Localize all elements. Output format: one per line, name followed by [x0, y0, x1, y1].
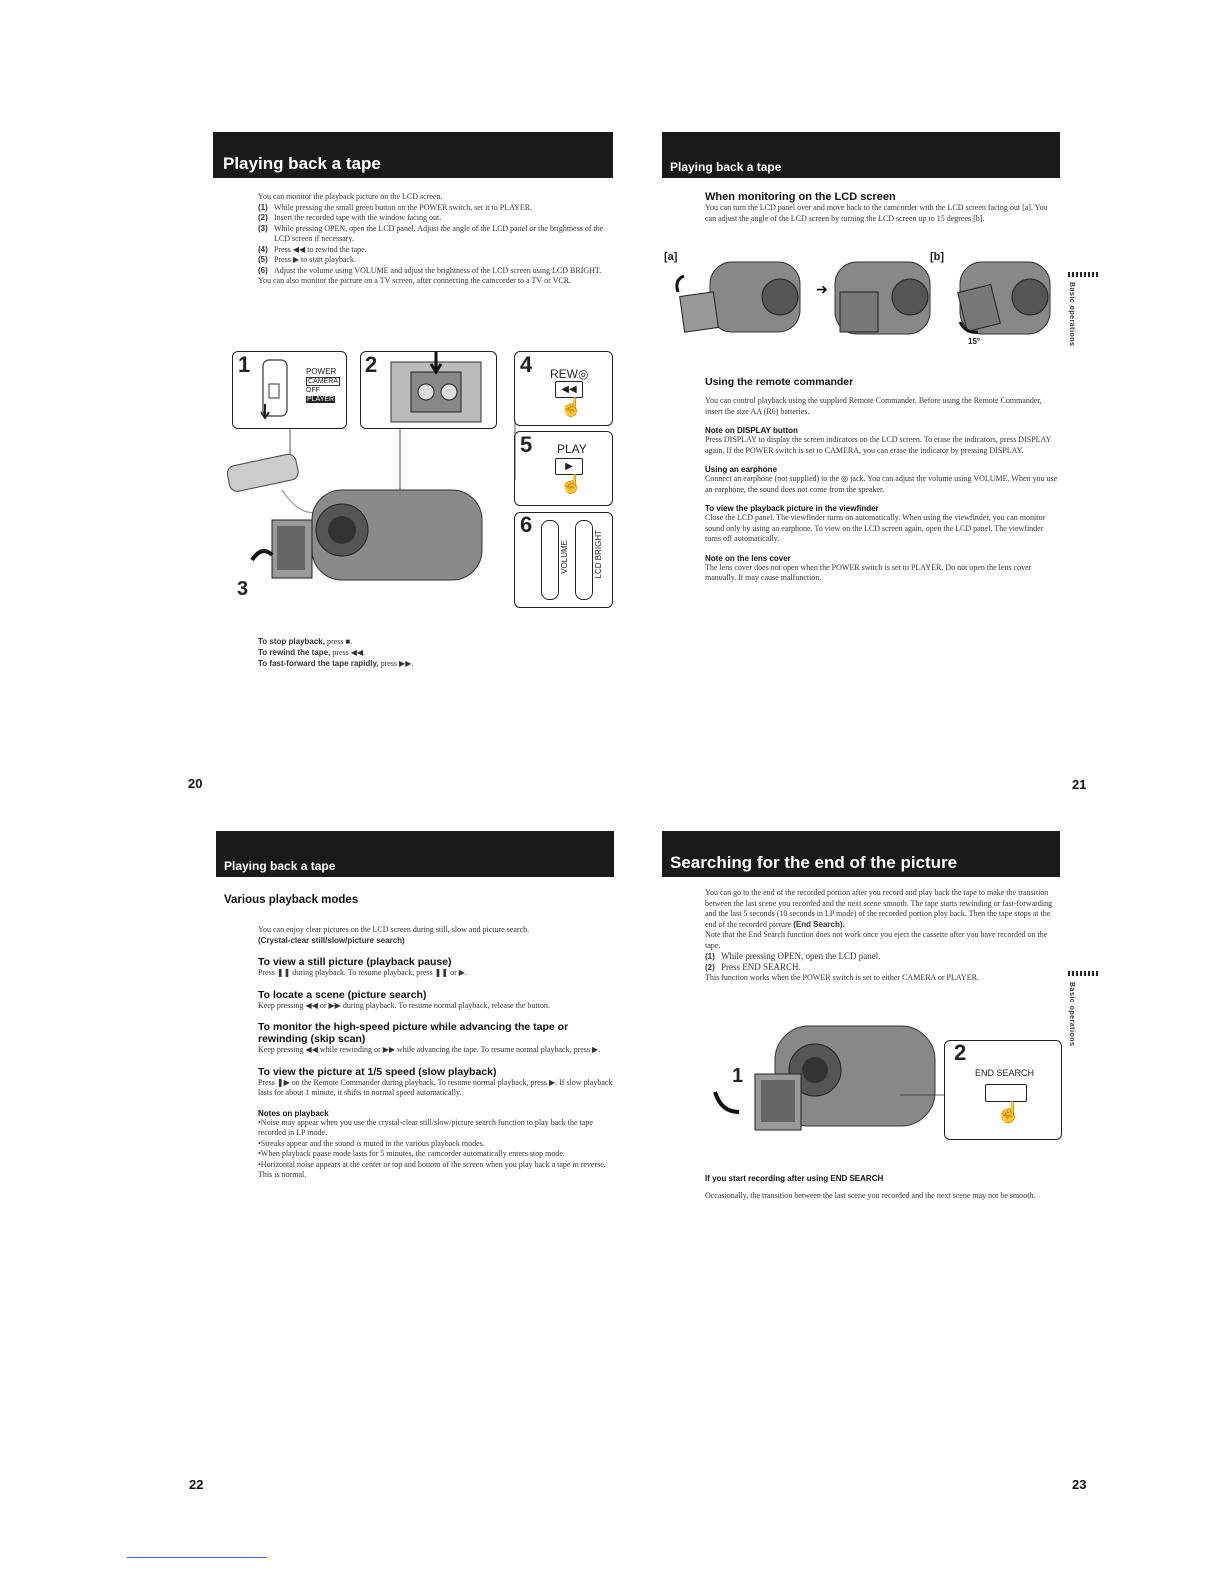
- page22-note-item: •Streaks appear and the sound is muted in the various playback modes.: [258, 1138, 485, 1148]
- note-heading: Using an earphone: [705, 465, 778, 474]
- note-text: Press DISPLAY to display the screen indicators on the LCD screen. To erase the indicators, press DISPLAY again. If the POWER switch is set to CAMERA, you can erase the indicator by pressing DISPLAY.: [705, 435, 1052, 455]
- page20-step: [258, 213, 613, 224]
- page22-header-title: Playing back a tape: [224, 859, 336, 873]
- page22-note-item: •Horizontal noise appears at the center or top and bottom of the screen when you play back a tape in reverse. This is normal.: [258, 1159, 606, 1179]
- page23-number: 23: [1072, 1477, 1087, 1492]
- step5-number: 5: [520, 432, 533, 457]
- page23-step1-number: 1: [732, 1065, 744, 1087]
- page21-note: [705, 426, 1060, 456]
- camcorder-illustration: [222, 450, 522, 600]
- step-text: While pressing the small green button on the POWER switch, set it to PLAYER.: [274, 202, 533, 212]
- step2-box: [360, 351, 497, 429]
- page23-side-tab: Basic operations: [1068, 982, 1075, 1047]
- page21-notes: [705, 426, 1060, 584]
- footer-bold: To stop playback,: [258, 637, 325, 646]
- page21-top-text: [705, 191, 1060, 224]
- page23-step: [705, 962, 1062, 973]
- page23-paragraph2: Note that the End Search function does not work once you eject the cassette after you have recorded on the tape.: [705, 930, 1048, 950]
- step-text: Press ▶ to start playback.: [274, 255, 356, 264]
- section-text: Keep pressing ◀◀ or ▶▶ during playback. To resume normal playback, release the button.: [258, 1000, 550, 1010]
- footer-text: press ■.: [324, 637, 353, 646]
- step-text: While pressing OPEN, open the LCD panel.: [721, 951, 881, 961]
- camera-label: CAMERA: [308, 378, 338, 385]
- page22-intro: [258, 925, 615, 946]
- page20-step: [258, 224, 613, 245]
- page23-step: [705, 951, 1062, 962]
- step6-number: 6: [520, 512, 533, 537]
- page20-footer-line: [258, 636, 613, 647]
- step-number: (5): [258, 255, 268, 264]
- page21-heading-remote: Using the remote commander: [705, 376, 854, 388]
- page20-footer-line: [258, 647, 613, 658]
- page22-heading-main: Various playback modes: [224, 894, 359, 906]
- section-heading: To view the picture at 1/5 speed (slow playback): [258, 1065, 497, 1078]
- page22-note-item: •Noise may appear when you use the crystal-clear still/slow/picture search function to play back the tape recorded in LP mode.: [258, 1117, 593, 1137]
- step3-number: 3: [237, 578, 249, 600]
- lcd-bright-label: LCD BRIGHT: [594, 530, 603, 579]
- page23-header-bar: [662, 831, 1060, 877]
- play-label: PLAY: [557, 442, 587, 456]
- bottom-rule: [127, 1557, 267, 1558]
- play-button-graphic: ▶: [555, 458, 583, 475]
- end-search-connector: [900, 1090, 950, 1100]
- page22-section: [258, 956, 615, 979]
- finger-press-icon-2: ☝: [560, 474, 583, 494]
- step-number: (3): [258, 223, 268, 233]
- page23-note-text: Occasionally, the transition between the last scene you recorded and the next scene may not be smooth.: [705, 1191, 1036, 1200]
- note-text: The lens cover does not open when the POWER switch is set to PLAYER. Do not open the lens cover manually. It may cause malfunction.: [705, 562, 1032, 582]
- finger-press-icon-3: ☝: [996, 1102, 1021, 1124]
- page23-paragraph1: [705, 888, 1062, 930]
- page22-sections: [258, 956, 615, 1099]
- end-search-label: END SEARCH: [975, 1068, 1035, 1078]
- page22-section: [258, 1021, 615, 1056]
- section-text: Press ❚▶ on the Remote Commander during playback. To resume normal playback, press ▶. If slow playback lasts for about 1 minute, it shifts to normal speed automatically.: [258, 1077, 613, 1097]
- footer-bold: To fast-forward the tape rapidly,: [258, 659, 379, 668]
- note-heading: Note on DISPLAY button: [705, 426, 798, 435]
- page23-p1-text: You can go to the end of the recorded portion after you record and play back the tape to make the transition between the last scene you recorded and the next scene smooth. The tape starts rewinding or fast-forwarding and the last 5 seconds (10 seconds in LP mode) of the recorded portion play back. Then the tape stops at the end of the recorded picture: [705, 888, 1053, 929]
- page20-header-bar: [213, 132, 613, 178]
- power-label: POWER: [306, 367, 337, 376]
- step-number: (4): [258, 244, 268, 254]
- step-number: (2): [258, 213, 268, 222]
- page21-remote-paragraph: You can control playback using the supplied Remote Commander. Before using the Remote Commander, insert the size AA (R6) batteries.: [705, 396, 1042, 416]
- page23-tab-stripe: [1068, 971, 1098, 976]
- page21-heading-lcd: When monitoring on the LCD screen: [705, 191, 896, 203]
- footer-text: press ◀◀.: [330, 648, 366, 657]
- step-text: While pressing OPEN, open the LCD panel. Adjust the angle of the LCD panel or the brightness of the LCD screen if necessary.: [274, 223, 604, 243]
- page20-step: [258, 255, 613, 266]
- page23-header-title: Searching for the end of the picture: [670, 853, 958, 872]
- step-text: Press ◀◀ to rewind the tape.: [274, 244, 367, 254]
- volume-rocker: [541, 520, 559, 600]
- page22-intro-text: You can enjoy clear pictures on the LCD screen during still, slow and picture search.: [258, 925, 530, 934]
- page22-section: [258, 989, 615, 1012]
- page20-header-title: Playing back a tape: [223, 154, 381, 173]
- player-label: PLAYER: [307, 396, 335, 403]
- page22-notes-heading: Notes on playback: [258, 1108, 329, 1118]
- page20-outro: You can also monitor the picture on a TV screen, after connecting the camcorder to a TV or VCR.: [258, 276, 572, 285]
- page21-side-tab: Basic operations: [1068, 282, 1075, 347]
- page21-number: 21: [1072, 777, 1087, 792]
- footer-bold: To rewind the tape,: [258, 648, 331, 657]
- fig-angle-label: 15°: [968, 337, 981, 346]
- page22-note-item: •When playback pause mode lasts for 5 minutes, the camcorder automatically enters stop mode.: [258, 1149, 565, 1158]
- step-text: Adjust the volume using VOLUME and adjust the brightness of the LCD screen using LCD BRIGHT.: [274, 265, 602, 275]
- step1-number: 1: [238, 352, 251, 377]
- page20-footer-notes: [258, 636, 613, 669]
- page21-tab-stripe: [1068, 272, 1098, 277]
- bright-rocker: [575, 520, 593, 600]
- page23-note-heading: If you start recording after using END SEARCH: [705, 1174, 884, 1183]
- page20-step: [258, 245, 613, 256]
- footer-text: press ▶▶.: [378, 659, 414, 668]
- page21-note: [705, 504, 1060, 545]
- page22-notes: [258, 1118, 615, 1181]
- page22-header-bar: [216, 831, 614, 877]
- step2-number: 2: [365, 352, 378, 377]
- page21-remote-section: [705, 376, 1060, 584]
- volume-label: VOLUME: [560, 540, 569, 574]
- page20-steps: [258, 203, 613, 277]
- fig-a-label: [a]: [664, 251, 678, 263]
- svg-text:➔: ➔: [816, 281, 828, 297]
- note-heading: Note on the lens cover: [705, 553, 791, 563]
- section-heading: To monitor the high-speed picture while advancing the tape or rewinding (skip scan): [258, 1021, 569, 1045]
- step-number: (1): [258, 202, 268, 212]
- power-switch-graphic: [255, 356, 295, 422]
- page21-note: [705, 465, 1060, 495]
- page22-body: [258, 917, 615, 1181]
- page22-intro-bold: (Crystal-clear still/slow/picture search): [258, 935, 405, 945]
- step-text: Insert the recorded tape with the window facing out.: [274, 213, 442, 222]
- page20-step: [258, 203, 613, 214]
- section-heading: To locate a scene (picture search): [258, 988, 427, 1001]
- page23-body: [705, 888, 1062, 984]
- finger-press-icon: ☝: [560, 397, 583, 417]
- page23-p1-bold: (End Search).: [793, 919, 845, 929]
- page21-lcd-paragraph: You can turn the LCD panel over and move back to the camcorder with the LCD screen facing out [a]. You can adjust the angle of the LCD screen by turning the LCD screen up to 15 degrees [b].: [705, 203, 1048, 223]
- rewind-button-graphic: ◀◀: [555, 381, 583, 398]
- section-text: Keep pressing ◀◀ while rewinding or ▶▶ while advancing the tape. To resume normal playback, press ▶.: [258, 1045, 601, 1054]
- page23-paragraph3: This function works when the POWER switch is set to either CAMERA or PLAYER.: [705, 973, 979, 982]
- page21-note: [705, 554, 1060, 584]
- page20-intro: You can monitor the playback picture on the LCD screen.: [258, 192, 443, 201]
- lcd-rotation-illustration: [670, 252, 1060, 352]
- page20-step: [258, 266, 613, 277]
- section-heading: To view a still picture (playback pause): [258, 956, 452, 968]
- page22-section: [258, 1066, 615, 1099]
- rew-label: REW◎: [550, 367, 589, 381]
- page21-header-title: Playing back a tape: [670, 160, 782, 174]
- page20-number: 20: [188, 776, 203, 791]
- step-number: (1): [705, 952, 715, 961]
- page22-number: 22: [189, 1477, 204, 1492]
- page23-steps: [705, 951, 1062, 973]
- page23-note: [705, 1174, 1062, 1210]
- page20-footer-line: [258, 658, 613, 669]
- note-text: Connect an earphone (not supplied) to the ◎ jack. You can adjust the volume using VOLUME. When you use an earphone, the sound does not come from the speaker.: [705, 474, 1058, 494]
- step4-number: 4: [520, 352, 533, 377]
- page23-step2-number: 2: [954, 1040, 967, 1065]
- step-text: Press END SEARCH.: [721, 962, 801, 972]
- step-number: (6): [258, 265, 268, 275]
- fig-b-label: [b]: [930, 251, 945, 263]
- cassette-insert-graphic: [361, 352, 496, 428]
- note-text: Close the LCD panel. The viewfinder turns on automatically. When using the viewfinder, you can monitor sound only by using an earphone. To view on the LCD screen again, open the LCD panel. The viewfinder turns off automatically.: [705, 513, 1046, 543]
- section-text: Press ❚❚ during playback. To resume playback, press ❚❚ or ▶.: [258, 968, 467, 977]
- page20-body: [258, 192, 613, 287]
- page21-header-bar: [662, 132, 1060, 178]
- note-heading: To view the playback picture in the viewfinder: [705, 504, 879, 513]
- step-number: (2): [705, 963, 715, 972]
- off-label: OFF: [306, 387, 320, 394]
